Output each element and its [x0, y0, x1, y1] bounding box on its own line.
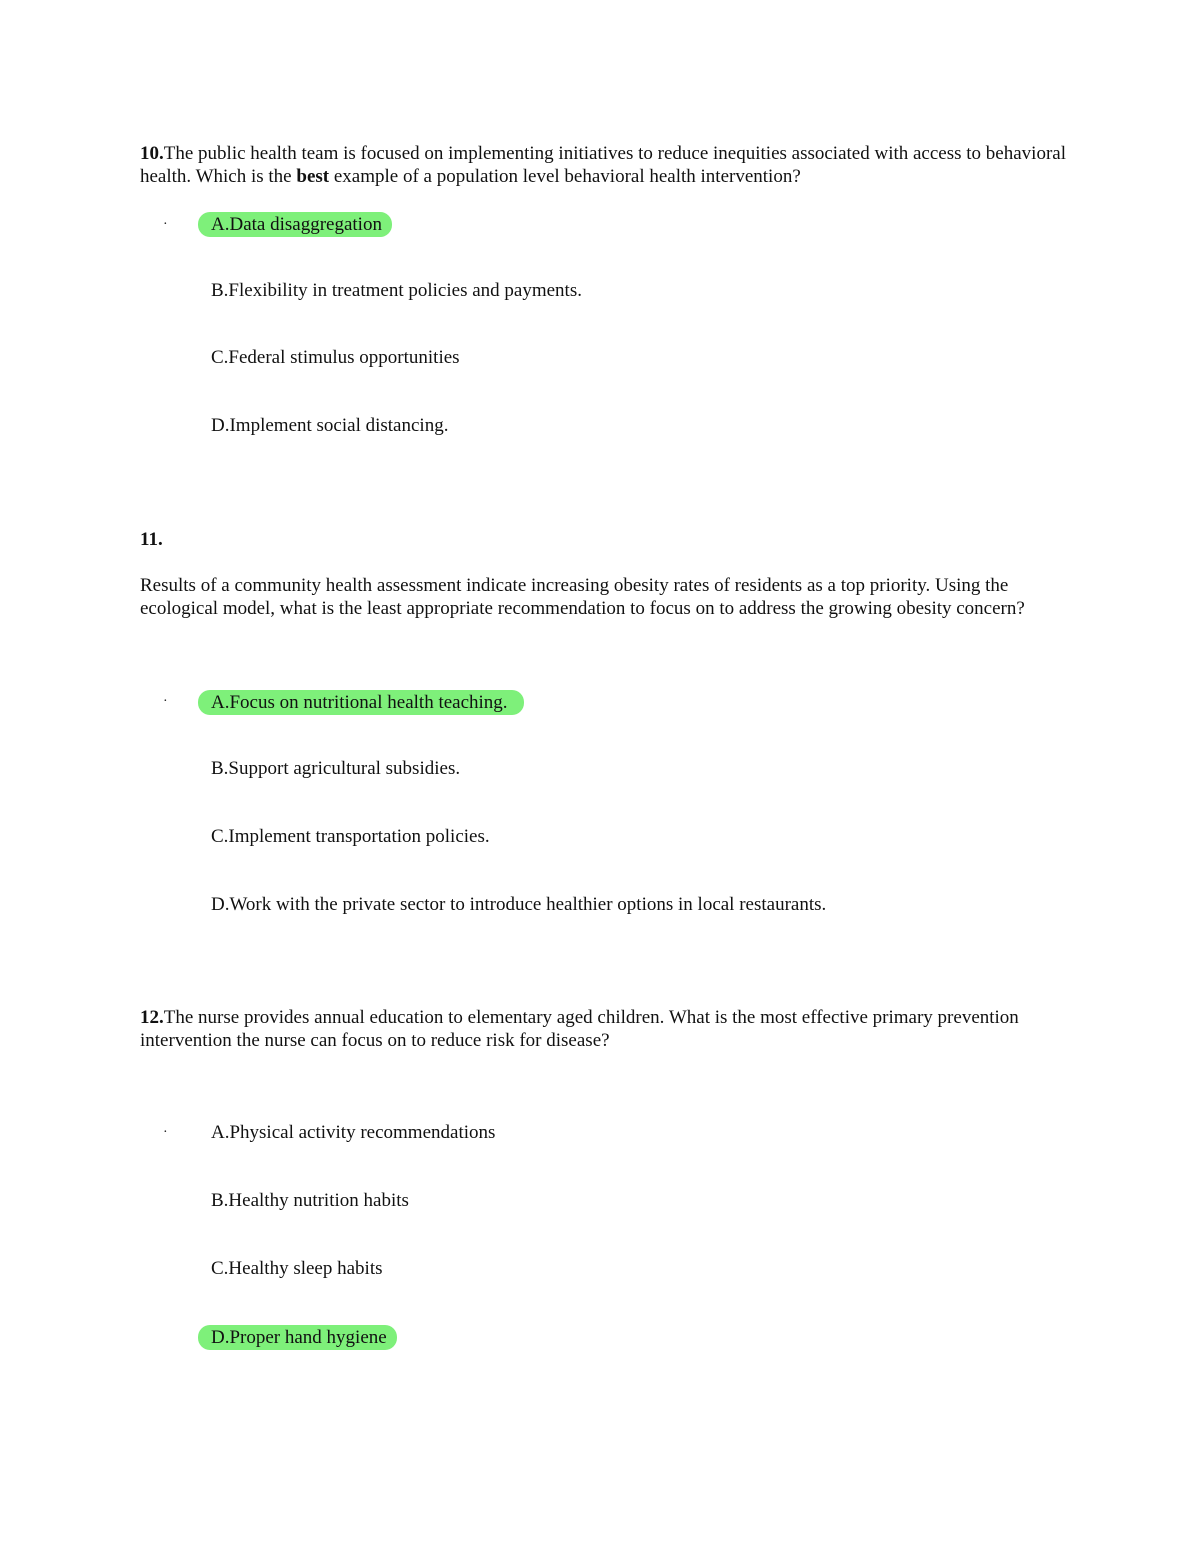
question-11-option-b[interactable]: B.Support agricultural subsidies. [211, 758, 461, 779]
question-12-text [140, 1006, 1070, 1052]
question-12-option-b[interactable]: B.Healthy nutrition habits [211, 1190, 409, 1211]
question-12-option-c[interactable]: C.Healthy sleep habits [211, 1258, 383, 1279]
question-12-bullet: · [163, 1125, 168, 1140]
question-10-option-a[interactable]: A.Data disaggregation [198, 212, 392, 237]
question-10-number: 10. [140, 143, 164, 164]
question-10-emphasis: best [296, 166, 330, 187]
question-10-text [140, 142, 1070, 188]
question-11-option-a[interactable]: A.Focus on nutritional health teaching. [198, 690, 524, 715]
question-10-text-end: example of a population level behavioral health intervention? [329, 166, 801, 187]
question-10-bullet: · [163, 217, 168, 232]
question-11-bullet: · [163, 694, 168, 709]
question-11-number: 11. [140, 529, 163, 550]
question-12-number: 12. [140, 1007, 164, 1028]
question-11-option-c[interactable]: C.Implement transportation policies. [211, 826, 490, 847]
question-12-option-a[interactable]: A.Physical activity recommendations [211, 1122, 496, 1143]
question-11-option-d[interactable]: D.Work with the private sector to introduce healthier options in local restaurants. [211, 894, 827, 915]
question-12-option-d[interactable]: D.Proper hand hygiene [198, 1325, 397, 1350]
question-10-option-c[interactable]: C.Federal stimulus opportunities [211, 347, 460, 368]
question-10-text-start: The public health team is focused on implementing initiatives to reduce inequities associated with access to behavioral health. Which is the [140, 143, 1066, 187]
question-11-text: Results of a community health assessment indicate increasing obesity rates of residents as a top priority. Using the ecological model, what is the least appropriate recommendation to focus on to address the growing obesity concern? [140, 575, 1025, 619]
question-10-option-d[interactable]: D.Implement social distancing. [211, 415, 449, 436]
question-10-option-b[interactable]: B.Flexibility in treatment policies and payments. [211, 280, 582, 301]
question-12-text-body: The nurse provides annual education to elementary aged children. What is the most effective primary prevention intervention the nurse can focus on to reduce risk for disease? [140, 1007, 1019, 1051]
